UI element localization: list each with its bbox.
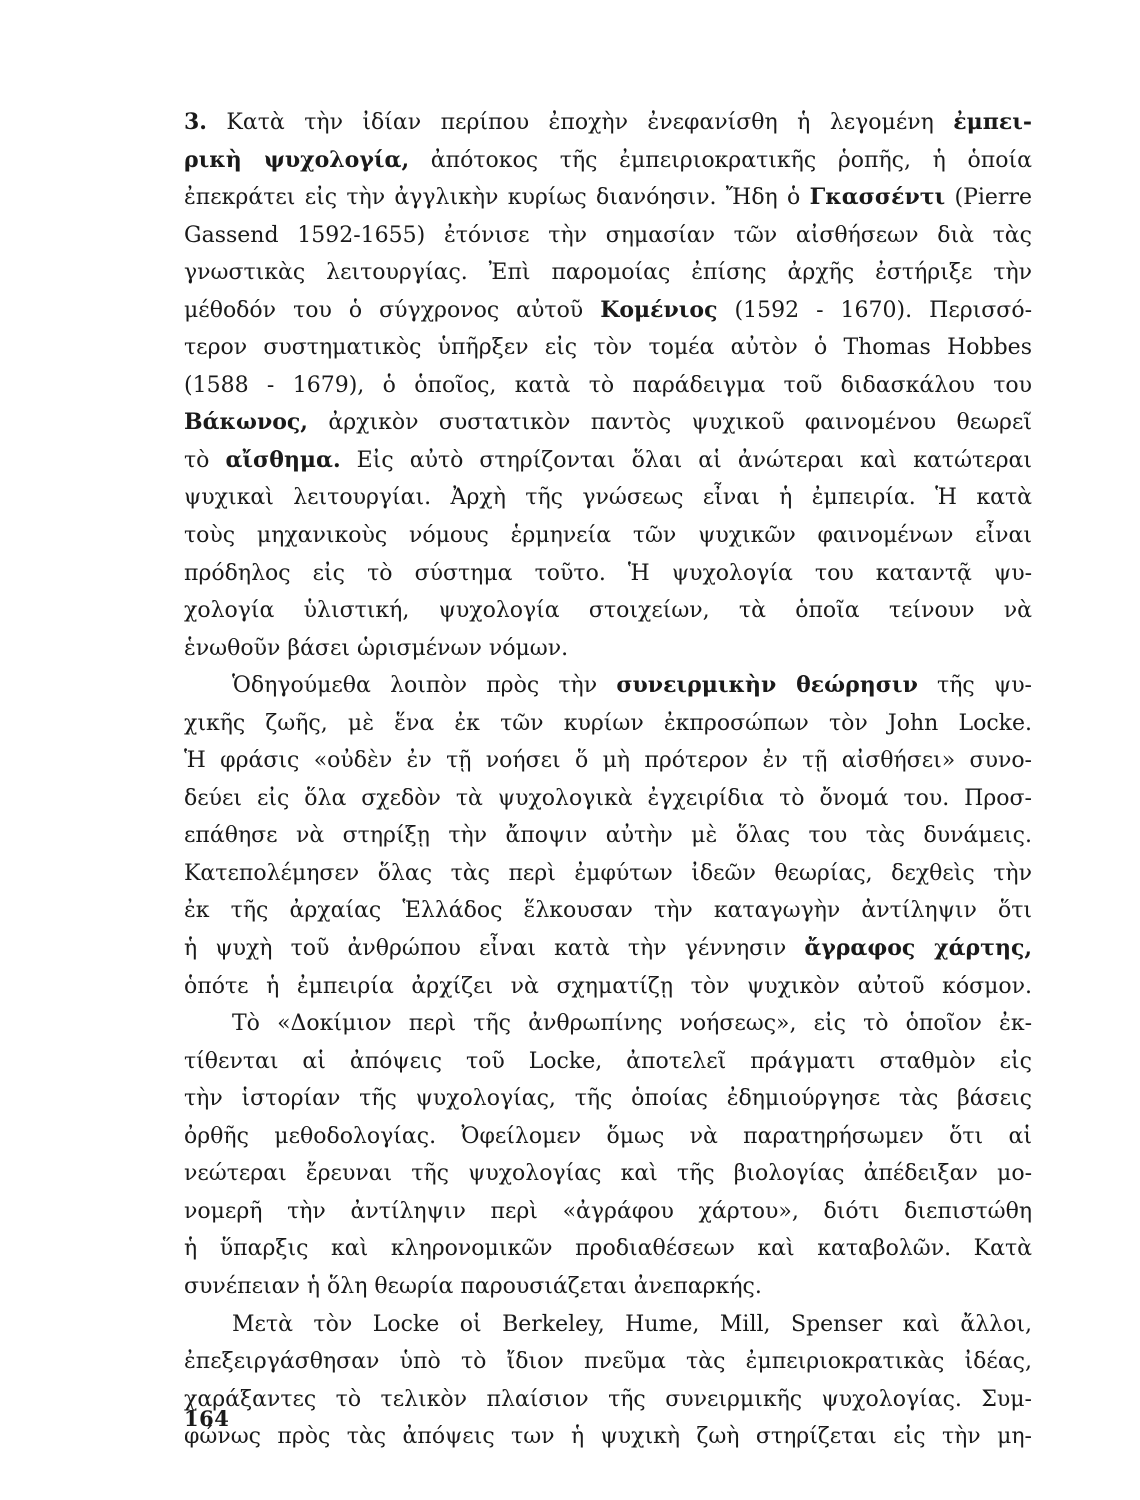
text-run: Κατεπολέμησεν ὅλας τὰς περὶ ἐμφύτων ἰδεῶν θεωρίας, δεχθεὶς τὴν bbox=[184, 860, 1032, 886]
text-line bbox=[184, 555, 1032, 593]
text-run: ψυχικαὶ λειτουργίαι. Ἀρχὴ τῆς γνώσεως εἶναι ἡ ἐμπειρία. Ἡ κατὰ bbox=[184, 485, 1032, 511]
text-line bbox=[184, 742, 1032, 780]
text-line bbox=[184, 292, 1032, 330]
text-run: μέθοδόν του ὁ σύγχρονος αὐτοῦ bbox=[184, 297, 601, 323]
text-run: τῆς ψυ- bbox=[917, 673, 1032, 699]
text-run: ὁπότε ἡ ἐμπειρία ἀρχίζει νὰ σχηματίζῃ τὸν ψυχικὸν αὐτοῦ κόσμον. bbox=[184, 973, 1032, 999]
text-line bbox=[184, 1268, 1032, 1306]
text-run: τερον συστηματικὸς ὑπῆρξεν εἰς τὸν τομέα αὐτὸν ὁ Thomas Hobbes bbox=[184, 335, 1032, 361]
bold-term: Γκασσέντι bbox=[809, 184, 946, 211]
text-line bbox=[184, 142, 1032, 180]
text-line bbox=[184, 968, 1032, 1006]
text-line bbox=[184, 254, 1032, 292]
text-line bbox=[184, 780, 1032, 818]
bold-term: 3. bbox=[184, 109, 207, 135]
text-run: τὴν ἱστορίαν τῆς ψυχολογίας, τῆς ὁποίας ἐδημιούργησε τὰς βάσεις bbox=[184, 1086, 1032, 1112]
text-line bbox=[184, 367, 1032, 405]
text-line bbox=[184, 479, 1032, 517]
text-run: Ὁδηγούμεθα λοιπὸν πρὸς τὴν bbox=[232, 673, 617, 699]
text-run: ἡ ὕπαρξις καὶ κληρονομικῶν προδιαθέσεων καὶ καταβολῶν. Κατὰ bbox=[184, 1236, 1032, 1262]
text-run: ἀρχικὸν συστατικὸν παντὸς ψυχικοῦ φαινομένου θεωρεῖ bbox=[307, 410, 1032, 436]
text-line bbox=[184, 705, 1032, 743]
text-run: νομερῆ τὴν ἀντίληψιν περὶ «ἀγράφου χάρτου», διότι διεπιστώθη bbox=[184, 1198, 1032, 1224]
text-line bbox=[184, 1005, 1032, 1043]
text-run: χολογία ὑλιστική, ψυχολογία στοιχείων, τὰ ὁποῖα τείνουν νὰ bbox=[184, 598, 1032, 624]
text-run: πρόδηλος εἰς τὸ σύστημα τοῦτο. Ἡ ψυχολογία του καταντᾷ ψυ- bbox=[184, 560, 1032, 586]
text-line bbox=[184, 630, 1032, 668]
text-line bbox=[184, 667, 1032, 705]
text-run: τὸ bbox=[184, 447, 226, 473]
text-line bbox=[184, 217, 1032, 255]
text-line bbox=[184, 1043, 1032, 1081]
text-line bbox=[184, 1118, 1032, 1156]
text-line bbox=[184, 1418, 1032, 1456]
text-line bbox=[184, 817, 1032, 855]
text-run: Gassend 1592-1655) ἐτόνισε τὴν σημασίαν τῶν αἰσθήσεων διὰ τὰς bbox=[184, 222, 1032, 248]
text-run: ἑνωθοῦν βάσει ὡρισμένων νόμων. bbox=[184, 635, 569, 661]
text-run: ἐκ τῆς ἀρχαίας Ἑλλάδος ἕλκουσαν τὴν καταγωγὴν ἀντίληψιν ὅτι bbox=[184, 898, 1032, 924]
text-run: ἐπεκράτει εἰς τὴν ἀγγλικὴν κυρίως διανόησιν. Ἤδη ὁ bbox=[184, 185, 810, 211]
text-run: Κατὰ τὴν ἰδίαν περίπου ἐποχὴν ἐνεφανίσθη ἡ λεγομένη bbox=[206, 110, 954, 135]
text-run: ἡ ψυχὴ τοῦ ἀνθρώπου εἶναι κατὰ τὴν γέννησιν bbox=[184, 936, 805, 962]
text-line bbox=[184, 930, 1032, 968]
bold-term: Κομένιος bbox=[600, 296, 718, 323]
text-run: τοὺς μηχανικοὺς νόμους ἑρμηνεία τῶν ψυχικῶν φαινομένων εἶναι bbox=[184, 523, 1032, 549]
bold-term: ἐμπει- bbox=[953, 109, 1032, 135]
text-run: Ἡ φράσις «οὐδὲν ἐν τῇ νοήσει ὅ μὴ πρότερον ἐν τῇ αἰσθήσει» συνο- bbox=[184, 748, 1032, 774]
text-run: χικῆς ζωῆς, μὲ ἕνα ἐκ τῶν κυρίων ἐκπροσώπων τὸν John Locke. bbox=[184, 710, 1032, 736]
bold-term: ρικὴ ψυχολογία, bbox=[184, 146, 410, 173]
text-line bbox=[184, 1193, 1032, 1231]
text-run: φώνως πρὸς τὰς ἀπόψεις των ἡ ψυχικὴ ζωὴ στηρίζεται εἰς τὴν μη- bbox=[184, 1424, 1032, 1450]
text-run: ἀπότοκος τῆς ἐμπειριοκρατικῆς ῥοπῆς, ἡ ὁποία bbox=[409, 147, 1032, 173]
text-run: (1588 - 1679), ὁ ὁποῖος, κατὰ τὸ παράδειγμα τοῦ διδασκάλου του bbox=[184, 372, 1032, 398]
text-line bbox=[184, 1381, 1032, 1419]
bold-term: συνειρμικὴν θεώρησιν bbox=[616, 672, 918, 699]
text-line bbox=[184, 1080, 1032, 1118]
text-run: επάθησε νὰ στηρίξῃ τὴν ἄποψιν αὐτὴν μὲ ὅλας του τὰς δυνάμεις. bbox=[184, 823, 1032, 849]
text-line bbox=[184, 892, 1032, 930]
text-line bbox=[184, 104, 1032, 142]
text-run: ἐπεξειργάσθησαν ὑπὸ τὸ ἴδιον πνεῦμα τὰς ἐμπειριοκρατικὰς ἰδέας, bbox=[184, 1349, 1032, 1375]
bold-term: Βάκωνος, bbox=[184, 409, 308, 436]
text-line bbox=[184, 179, 1032, 217]
text-run: Μετὰ τὸν Locke οἱ Berkeley, Hume, Mill, Spenser καὶ ἄλλοι, bbox=[232, 1311, 1032, 1337]
text-run: τίθενται αἱ ἀπόψεις τοῦ Locke, ἀποτελεῖ πράγματι σταθμὸν εἰς bbox=[184, 1048, 1032, 1074]
text-run: γνωστικὰς λειτουργίας. Ἐπὶ παρομοίας ἐπίσης ἀρχῆς ἐστήριξε τὴν bbox=[184, 260, 1032, 286]
text-line bbox=[184, 855, 1032, 893]
text-run: δεύει εἰς ὅλα σχεδὸν τὰ ψυχολογικὰ ἐγχειρίδια τὸ ὄνομά του. Προσ- bbox=[184, 785, 1032, 811]
text-run: (1592 - 1670). Περισσό- bbox=[717, 297, 1032, 323]
text-run: συνέπειαν ἡ ὅλη θεωρία παρουσιάζεται ἀνεπαρκής. bbox=[184, 1273, 762, 1299]
text-run: (Pierre bbox=[945, 185, 1032, 211]
text-line bbox=[184, 329, 1032, 367]
page-number: 164 bbox=[184, 1406, 230, 1431]
bold-term: ἄγραφος χάρτης, bbox=[804, 935, 1032, 962]
text-line bbox=[184, 1306, 1032, 1344]
text-line bbox=[184, 442, 1032, 480]
text-line bbox=[184, 1230, 1032, 1268]
text-line bbox=[184, 1155, 1032, 1193]
bold-term: αἴσθημα. bbox=[225, 446, 341, 473]
text-run: χαράξαντες τὸ τελικὸν πλαίσιον τῆς συνειρμικῆς ψυχολογίας. Συμ- bbox=[184, 1386, 1032, 1412]
text-line bbox=[184, 404, 1032, 442]
text-run: νεώτεραι ἔρευναι τῆς ψυχολογίας καὶ τῆς βιολογίας ἀπέδειξαν μο- bbox=[184, 1161, 1032, 1187]
text-run: Εἰς αὐτὸ στηρίζονται ὅλαι αἱ ἀνώτεραι καὶ κατώτεραι bbox=[340, 447, 1032, 473]
text-line bbox=[184, 1343, 1032, 1381]
body-text bbox=[184, 104, 1032, 1456]
text-run: Τὸ «Δοκίμιον περὶ τῆς ἀνθρωπίνης νοήσεως», εἰς τὸ ὁποῖον ἐκ- bbox=[232, 1011, 1032, 1037]
text-run: ὀρθῆς μεθοδολογίας. Ὀφείλομεν ὅμως νὰ παρατηρήσωμεν ὅτι αἱ bbox=[184, 1123, 1032, 1149]
text-line bbox=[184, 592, 1032, 630]
text-line bbox=[184, 517, 1032, 555]
